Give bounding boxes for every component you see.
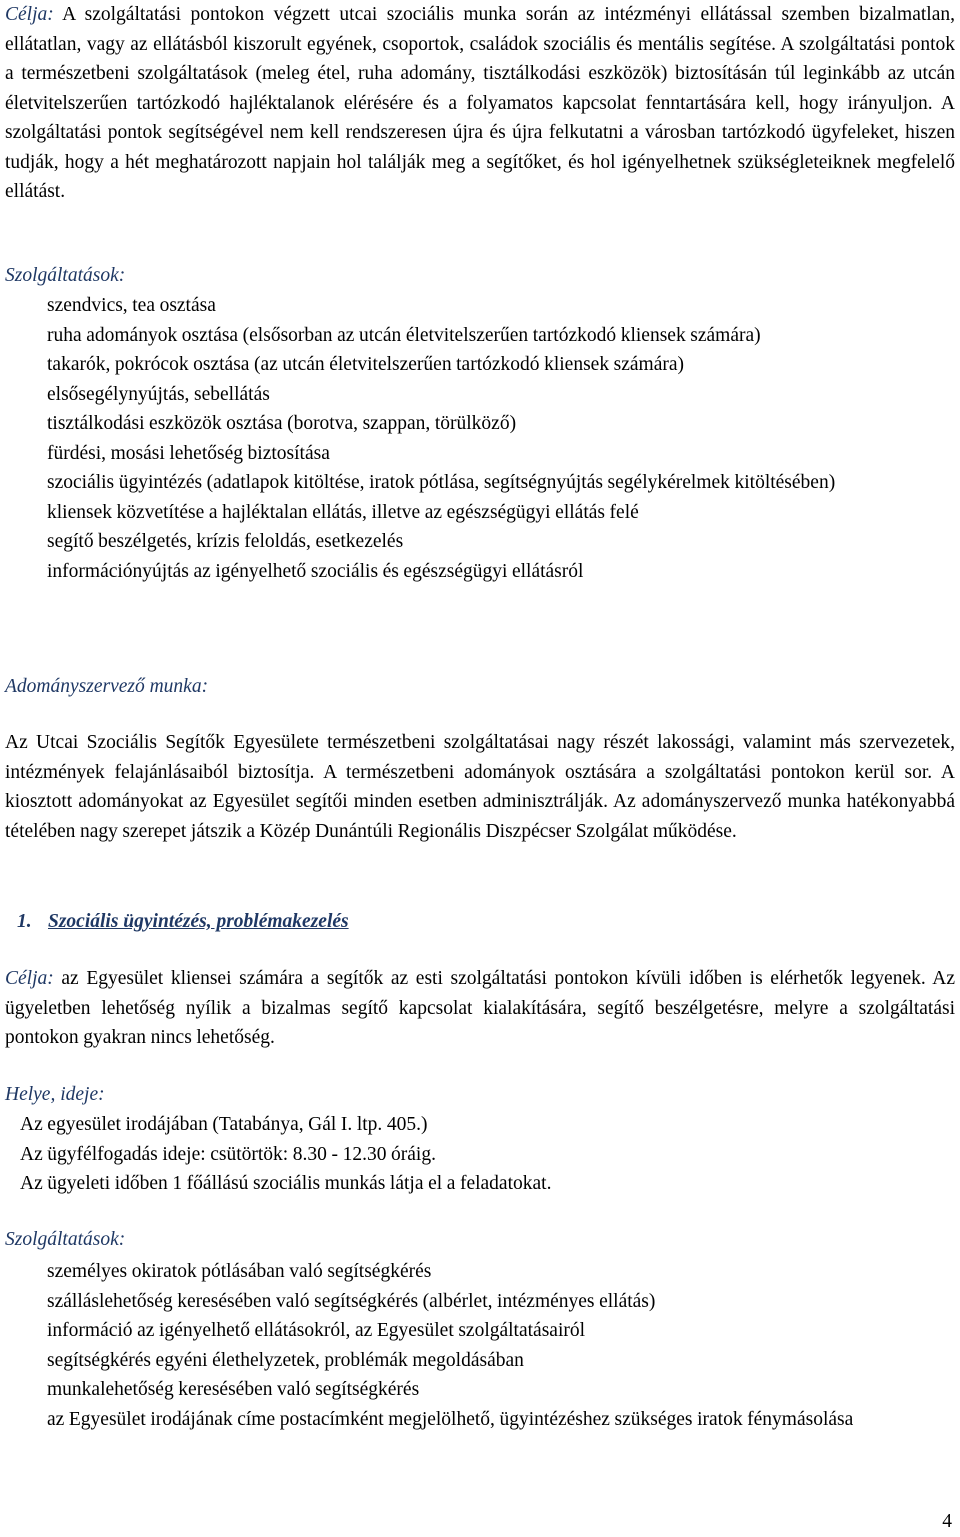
- list-item: tisztálkodási eszközök osztása (borotva, szappan, törülköző): [47, 413, 517, 434]
- list-item: Az ügyeleti időben 1 főállású szociális munkás látja el a feladatokat.: [20, 1173, 552, 1194]
- location-list: [20, 1110, 955, 1199]
- list-item: fürdési, mosási lehetőség biztosítása: [47, 442, 330, 464]
- services-list: [47, 291, 955, 586]
- donation-heading: Adományszervező munka:: [5, 676, 209, 697]
- list-item: takarók, pokrócok osztása (az utcán életvitelszerűen tartózkodó kliensek számára): [47, 354, 685, 375]
- goal-label: Célja:: [5, 968, 54, 989]
- list-item: munkalehetőség keresésében való segítségkérés: [47, 1379, 420, 1400]
- list-item: személyes okiratok pótlásában való segítségkérés: [47, 1261, 432, 1282]
- list-item: információ az igényelhető ellátásokról, az Egyesület szolgáltatásairól: [47, 1320, 586, 1341]
- list-item: szendvics, tea osztása: [47, 295, 216, 316]
- intro-text: A szolgáltatási pontokon végzett utcai szociális munka során az intézményi ellátással szemben bizalmatlan, ellátatlan, vagy az ellátásból kiszorult egyének, csoportok, családok szociális és mentális segítése. A szolgáltatási pontok a természetbeni szolgáltatások (meleg étel, ruha adomány, tisztálkodási eszközök) biztosításán túl leginkább az utcán életvitelszerűen tartózkodó hajléktalanok elérésére és a folyamatos kapcsolat fenntartására kell, hogy irányuljon. A szolgáltatási pontok segítségével nem kell rendszeresen újra és újra felkutatni a városban tartózkodó ügyfeleket, hiszen tudják, hogy a hét meghatározott napjain hol találják meg a segítőket, és hol igényelhetnek szükségleteiknek megfelelő ellátást.: [5, 4, 955, 202]
- list-item: segítségkérés egyéni élethelyzetek, problémák megoldásában: [47, 1349, 524, 1371]
- list-item: az Egyesület irodájának címe postacímként megjelölhető, ügyintézéshez szükséges iratok fénymásolása: [47, 1408, 854, 1430]
- list-item: szociális ügyintézés (adatlapok kitöltése, iratok pótlása, segítségnyújtás segélykérelmek kitöltésében): [47, 472, 836, 493]
- list-item: ruha adományok osztása (elsősorban az utcán életvitelszerűen tartózkodó kliensek számára): [47, 324, 761, 346]
- section-title: Szociális ügyintézés, problémakezelés: [48, 911, 349, 932]
- services-heading: Szolgáltatások:: [5, 1229, 126, 1250]
- section-goal-paragraph: [5, 964, 955, 1053]
- list-item: kliensek közvetítése a hajléktalan ellátás, illetve az egészségügyi ellátás felé: [47, 501, 639, 523]
- intro-paragraph: [5, 0, 955, 207]
- list-item: Az ügyfélfogadás ideje: csütörtök: 8.30 - 12.30 óráig.: [20, 1143, 436, 1165]
- section-number: 1.: [17, 911, 32, 932]
- donation-paragraph: Az Utcai Szociális Segítők Egyesülete természetbeni szolgáltatásai nagy részét lakossági, valamint más szervezetek, intézmények felajánlásaiból biztosítja. A természetbeni adományok osztására a szolgáltatási pontokon kerül sor. A kiosztott adományokat az Egyesület segítői minden esetben adminisztrálják. Az adományszervező munka hatékonyabbá tételében nagy szerepet játszik a Közép Dunántúli Regionális Diszpécser Szolgálat működése.: [5, 732, 955, 842]
- section-goal-text: az Egyesület kliensei számára a segítők az esti szolgáltatási pontokon kívüli időben is elérhetők legyenek. Az ügyeletben lehetőség nyílik a bizalmas segítő kapcsolat kialakítására, segítő beszélgetésre, melyre a szolgáltatási pontokon gyakran nincs lehetőség.: [5, 968, 956, 1048]
- list-item: Az egyesület irodájában (Tatabánya, Gál I. ltp. 405.): [20, 1114, 428, 1135]
- list-item: információnyújtás az igényelhető szociális és egészségügyi ellátásról: [47, 560, 584, 582]
- services-heading: Szolgáltatások:: [5, 265, 126, 286]
- section-heading: [17, 907, 349, 937]
- goal-label: Célja:: [5, 4, 54, 25]
- location-heading: Helye, ideje:: [5, 1084, 105, 1105]
- list-item: szálláslehetőség keresésében való segítségkérés (albérlet, intézményes ellátás): [47, 1290, 656, 1312]
- list-item: segítő beszélgetés, krízis feloldás, esetkezelés: [47, 531, 404, 552]
- page-number: 4: [942, 1511, 952, 1532]
- list-item: elsősegélynyújtás, sebellátás: [47, 383, 270, 405]
- services-list: [47, 1257, 955, 1434]
